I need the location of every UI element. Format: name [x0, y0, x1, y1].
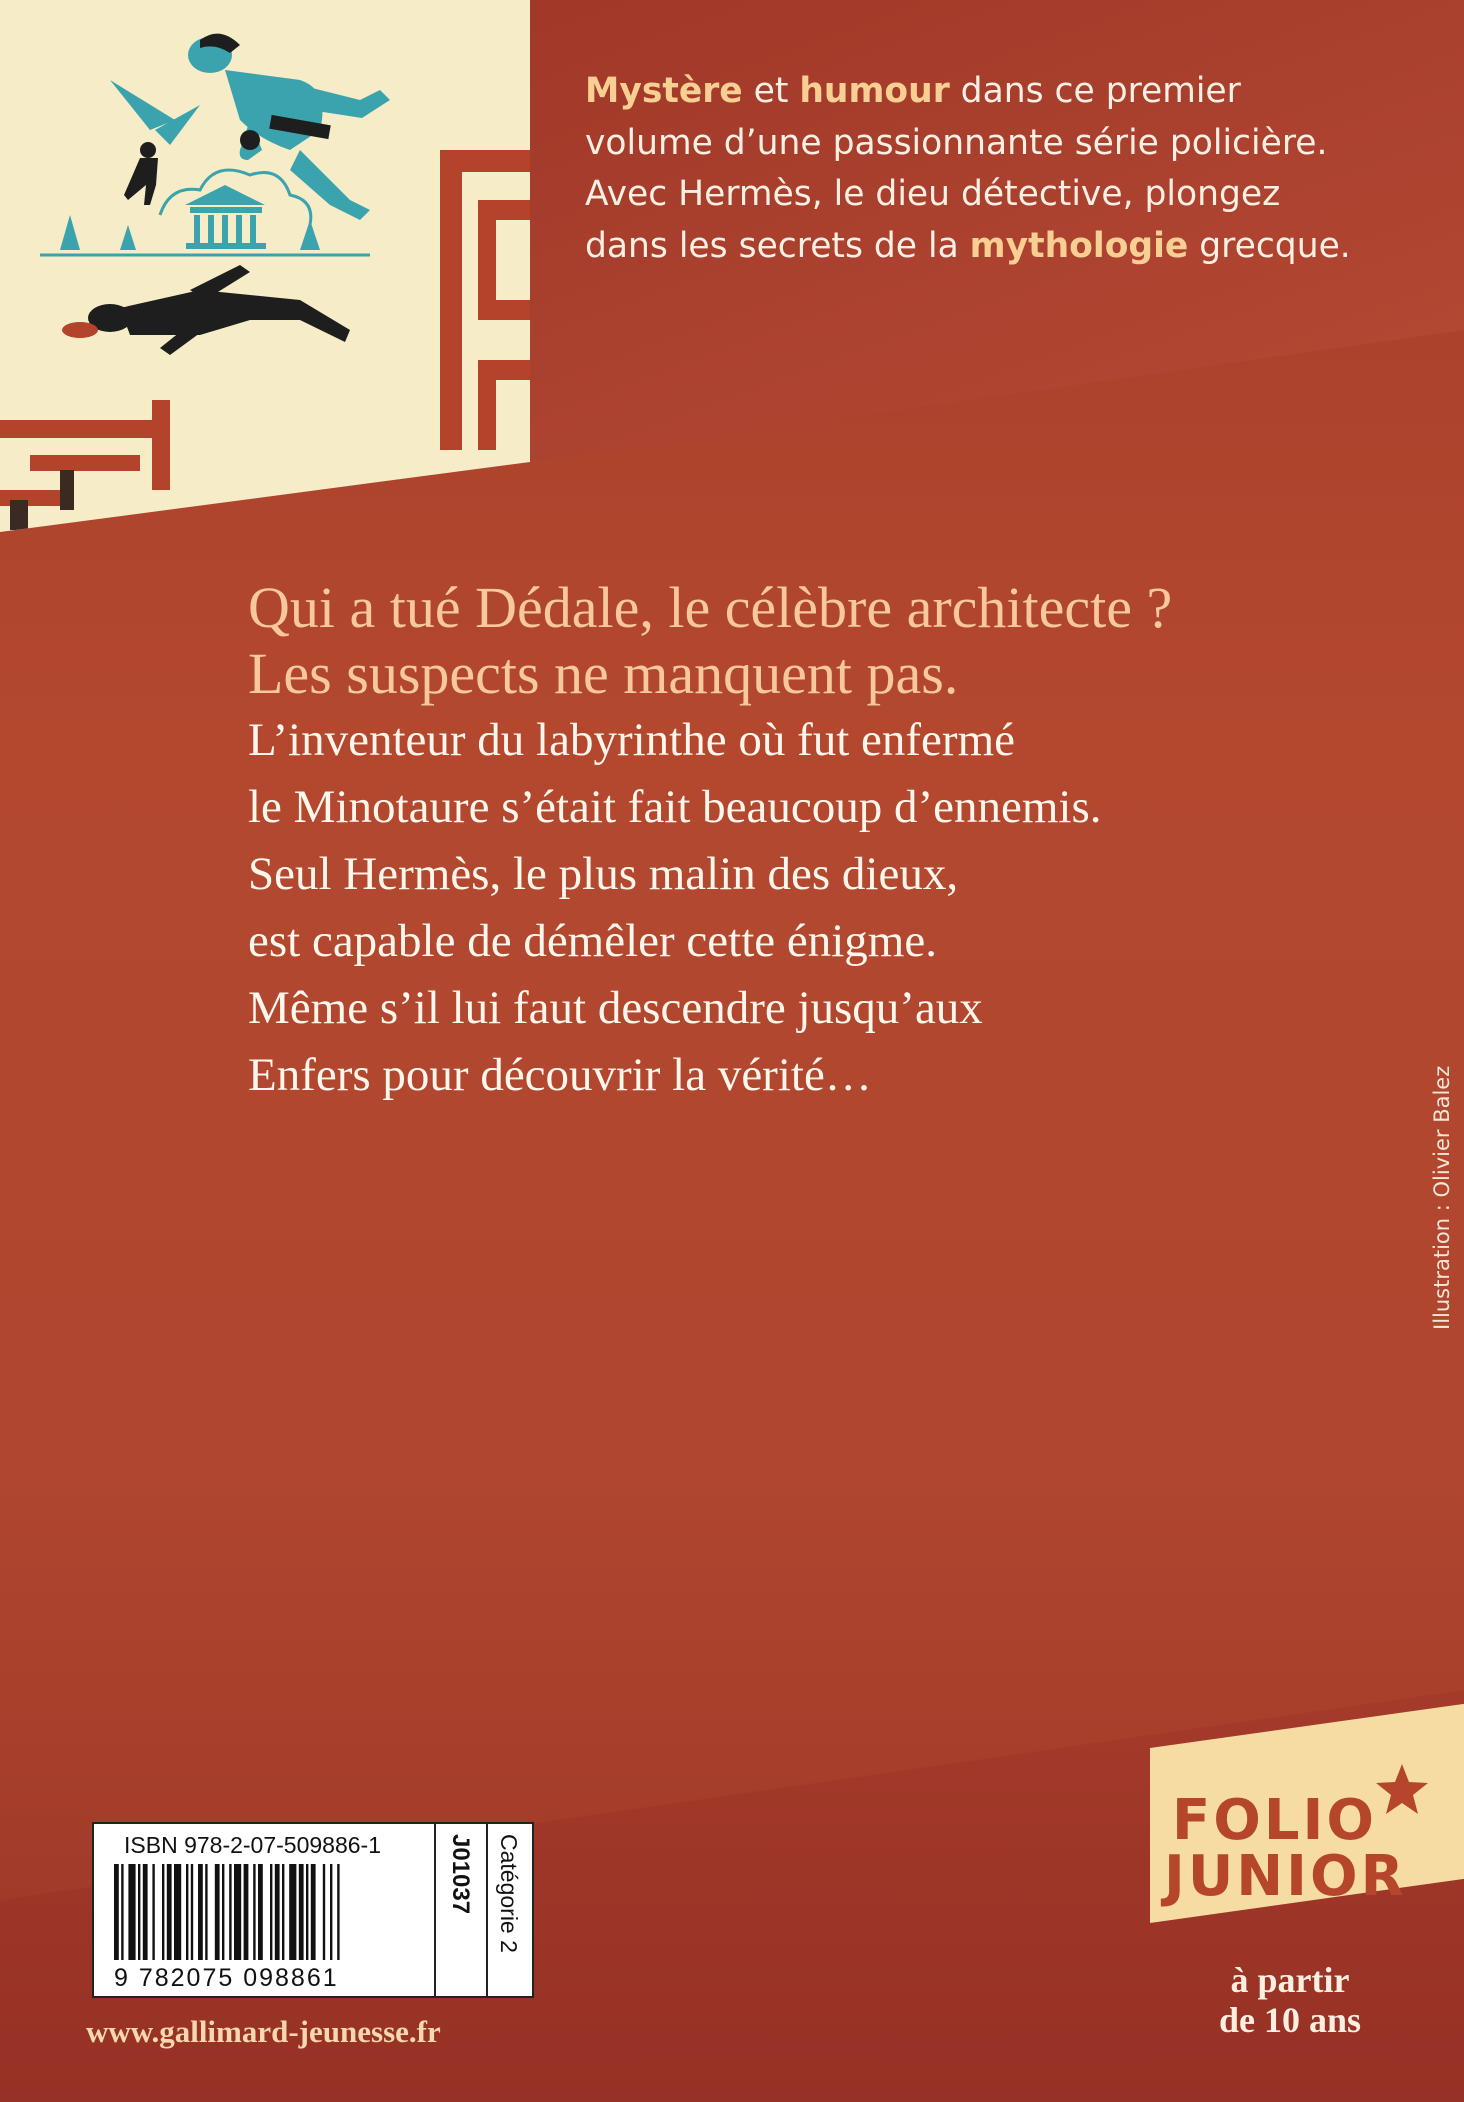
blurb-lead-line: Les suspects ne manquent pas.: [248, 641, 959, 706]
illustration-credit: Illustration : Olivier Balez: [1430, 1065, 1454, 1330]
age-line: à partir: [1230, 1960, 1350, 2000]
teaser-text-part: dans ce premier volume d’une passionnante série policière. Avec Hermès, le dieu détective, plongez dans les secrets de la: [585, 71, 1328, 266]
barcode-bar: [299, 1864, 304, 1960]
barcode-bar: [311, 1864, 316, 1960]
barcode-bar: [337, 1864, 339, 1960]
teaser-text-part: et: [742, 71, 800, 111]
barcode-bar: [174, 1864, 181, 1960]
barcode-bar: [191, 1864, 193, 1960]
category-label: Catégorie 2: [496, 1834, 522, 1953]
category-column: [486, 1824, 532, 1996]
logo-word-folio: FOLIO: [1172, 1788, 1377, 1853]
age-recommendation: [1190, 1960, 1390, 2040]
publisher-url[interactable]: www.gallimard-jeunesse.fr: [86, 2014, 441, 2049]
barcode-box: [92, 1822, 534, 1998]
barcode-bar: [306, 1864, 308, 1960]
product-code: J01037: [447, 1834, 474, 1915]
barcode-bar: [215, 1864, 220, 1960]
barcode-bar: [323, 1864, 325, 1960]
age-line: de 10 ans: [1218, 2000, 1362, 2040]
barcode-bar: [114, 1864, 119, 1960]
blurb-line: Seul Hermès, le plus malin des dieux,: [248, 848, 959, 900]
star-icon: [1372, 1760, 1432, 1820]
barcode-bar: [330, 1864, 332, 1960]
barcode-bar: [244, 1864, 249, 1960]
barcode-bar: [205, 1864, 207, 1960]
teaser-text-part: grecque.: [1188, 225, 1351, 266]
blurb-lead-line: Qui a tué Dédale, le célèbre architecte ?: [248, 575, 1173, 640]
barcode-bar: [258, 1864, 263, 1960]
illustration-art: [0, 0, 530, 540]
teaser-highlight-humour: humour: [799, 71, 950, 111]
blurb-line: le Minotaure s’était fait beaucoup d’ennemis.: [248, 781, 1102, 833]
folio-junior-logo: [1150, 1748, 1464, 1923]
barcode-bar: [152, 1864, 154, 1960]
barcode-bar: [282, 1864, 284, 1960]
barcode-bar: [167, 1864, 172, 1960]
product-code-column: [434, 1824, 488, 1996]
blurb-line: L’inventeur du labyrinthe où fut enfermé: [248, 714, 1015, 766]
teaser-highlight-mythologie: mythologie: [969, 225, 1189, 266]
barcode-main: [94, 1824, 436, 1996]
barcode-bar: [289, 1864, 296, 1960]
barcode-bars: [114, 1864, 414, 1960]
isbn-label: ISBN 978-2-07-509886-1: [124, 1832, 381, 1858]
barcode-bar: [121, 1864, 123, 1960]
barcode-bar: [253, 1864, 255, 1960]
barcode-bar: [138, 1864, 140, 1960]
barcode-bar: [275, 1864, 280, 1960]
barcode-bar: [143, 1864, 148, 1960]
barcode-bar: [128, 1864, 135, 1960]
barcode-bar: [270, 1864, 272, 1960]
teaser-highlight-mystere: Mystère: [585, 71, 743, 111]
barcode-bar: [234, 1864, 241, 1960]
barcode-bar: [229, 1864, 231, 1960]
barcode-bar: [222, 1864, 224, 1960]
blurb: [248, 575, 1368, 1109]
teaser-text: [585, 66, 1365, 272]
blurb-line: Même s’il lui faut descendre jusqu’aux: [248, 982, 983, 1034]
blurb-line: Enfers pour découvrir la vérité…: [248, 1049, 872, 1101]
logo-word-junior: JUNIOR: [1164, 1844, 1407, 1909]
barcode-digits: 9 782075 098861: [114, 1964, 339, 1992]
barcode-bar: [162, 1864, 164, 1960]
blurb-line: est capable de démêler cette énigme.: [248, 915, 937, 967]
cover-illustration: [0, 0, 530, 540]
barcode-bar: [186, 1864, 188, 1960]
barcode-bar: [198, 1864, 203, 1960]
